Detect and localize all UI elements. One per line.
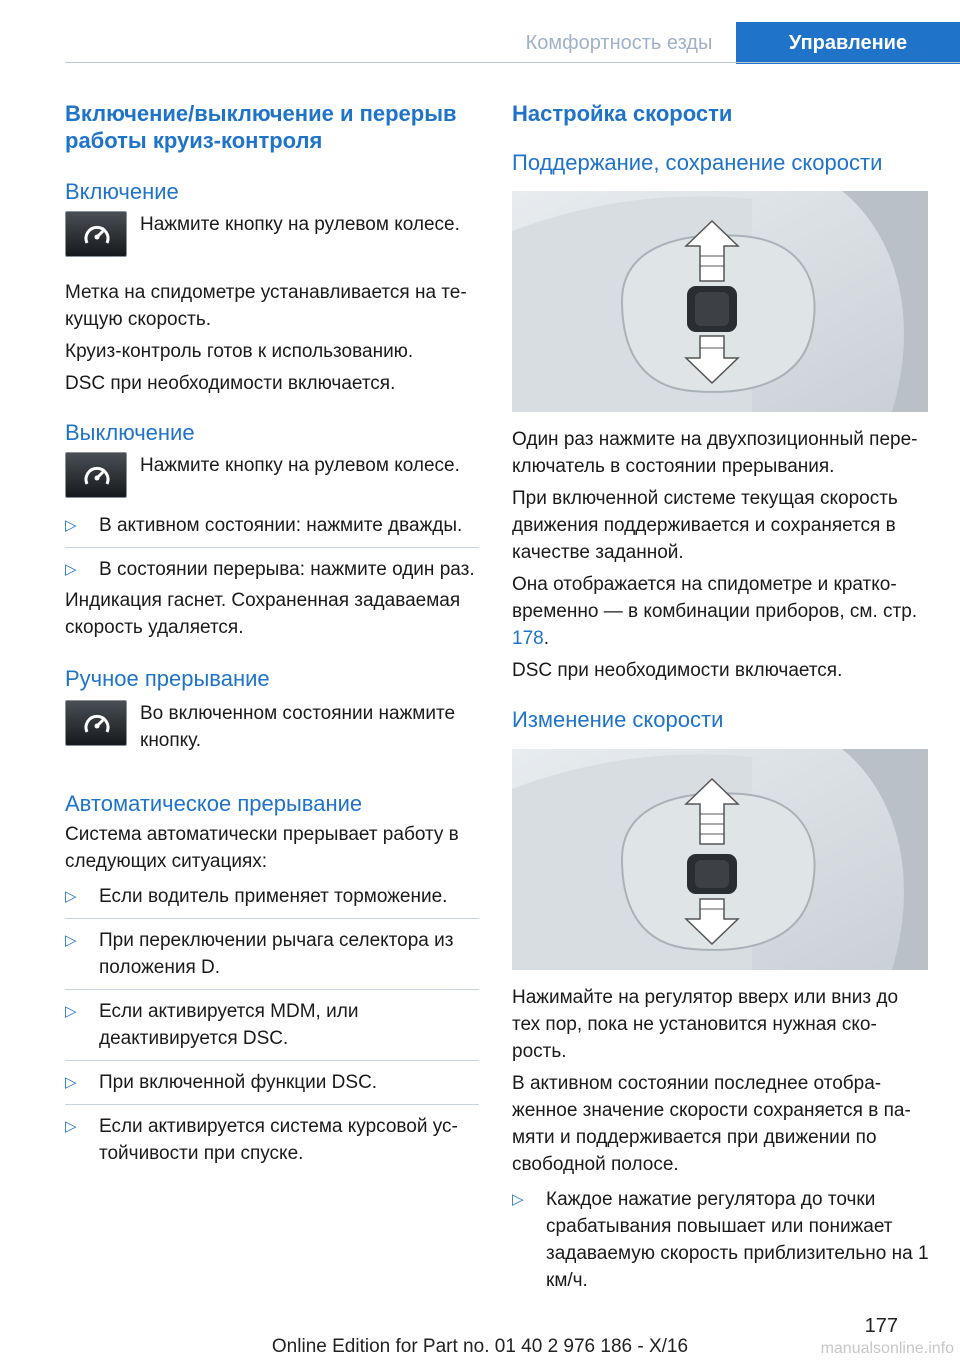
heading-manual: Ручное прерывание <box>65 666 270 691</box>
steering-wheel-photo-up-down <box>512 191 928 412</box>
list-item: ▷ Если активируется MDM, или деактивируется DSC. <box>65 998 479 1052</box>
button-text-off: Нажмите кнопку на рулевом колесе. <box>140 455 460 476</box>
cruise-button-icon <box>65 211 127 257</box>
header-rule <box>65 62 960 63</box>
triangle-bullet-icon: ▷ <box>65 1003 77 1020</box>
list-item: ▷ Если активируется система курсовой ус-тойчивости при спуске. <box>65 1113 479 1167</box>
list-item: ▷ В состоянии перерыва: нажмите один раз. <box>65 556 479 583</box>
button-text-manual: Во включенном состоянии нажмите кнопку. <box>140 703 456 751</box>
button-row-off <box>65 452 479 498</box>
heading-off: Выключение <box>65 420 195 445</box>
divider <box>65 547 479 548</box>
paragraph: В активном состоянии последнее отобра-женное значение скорости сохраняется в па-мяти и поддерживается при движении по свободной полосе. <box>512 1073 911 1175</box>
heading-change: Изменение скорости <box>512 707 724 732</box>
paragraph: Индикация гаснет. Сохраненная задаваемая скорость удаляется. <box>65 590 461 638</box>
triangle-bullet-icon: ▷ <box>65 517 77 534</box>
divider <box>65 1104 479 1105</box>
cruise-button-icon <box>65 452 127 498</box>
page-number: 177 <box>864 1315 898 1337</box>
paragraph: Один раз нажмите на двухпозиционный пере-ключатель в состоянии прерывания. <box>512 429 918 477</box>
left-column <box>65 100 479 1167</box>
list <box>65 512 479 583</box>
button-row-manual <box>65 700 479 754</box>
cruise-button-icon <box>65 700 127 746</box>
list-item: ▷ Если водитель применяет торможение. <box>65 883 479 910</box>
triangle-bullet-icon: ▷ <box>65 561 77 578</box>
triangle-bullet-icon: ▷ <box>65 888 77 905</box>
list <box>65 883 479 1167</box>
paragraph: Она отображается на спидометре и кратко-временно — в комбинации приборов, см. стр. 178. <box>512 574 918 649</box>
section-tab: Комфортность езды <box>525 32 713 54</box>
section-title-cruise: Включение/выключение и перерыв работы круиз-контроля <box>65 101 457 153</box>
paragraph: DSC при необходимости включается. <box>512 660 843 681</box>
heading-auto: Автоматическое прерывание <box>65 791 363 816</box>
triangle-bullet-icon: ▷ <box>65 1118 77 1135</box>
watermark: manualsonline.info <box>820 1340 954 1357</box>
list-item: ▷ При включенной функции DSC. <box>65 1069 479 1096</box>
paragraph: DSC при необходимости включается. <box>65 373 396 394</box>
divider <box>65 989 479 990</box>
paragraph: Метка на спидометре устанавливается на те-кущую скорость. <box>65 282 467 330</box>
right-column <box>512 100 930 1294</box>
paragraph: Нажимайте на регулятор вверх или вниз до тех пор, пока не установится нужная ско-рость. <box>512 987 899 1062</box>
paragraph: Круиз-контроль готов к использованию. <box>65 341 414 362</box>
paragraph: Система автоматически прерывает работу в следующих ситуациях: <box>65 824 459 872</box>
chapter-tab: Управление <box>736 22 960 64</box>
list <box>512 1186 930 1294</box>
heading-keep: Поддержание, сохранение скорости <box>512 150 883 175</box>
footer-edition: Online Edition for Part no. 01 40 2 976 186 - X/16 <box>271 1336 689 1357</box>
triangle-bullet-icon: ▷ <box>65 1074 77 1091</box>
divider <box>65 918 479 919</box>
button-text-on: Нажмите кнопку на рулевом колесе. <box>140 214 460 235</box>
section-title-speed: Настройка скорости <box>512 101 733 126</box>
list-item: ▷ Каждое нажатие регулятора до точки срабатывания повышает или понижает задаваемую скорость приблизительно на 1 км/ч. <box>512 1186 930 1294</box>
page-link-178[interactable]: 178 <box>512 628 544 649</box>
triangle-bullet-icon: ▷ <box>65 932 77 949</box>
list-item: ▷ При переключении рычага селектора из положения D. <box>65 927 479 981</box>
paragraph: При включенной системе текущая скорость движения поддерживается и сохраняется в качестве заданной. <box>512 488 898 563</box>
button-row-on <box>65 211 479 257</box>
steering-wheel-photo-adjust <box>512 749 928 970</box>
triangle-bullet-icon: ▷ <box>512 1191 524 1208</box>
divider <box>65 1060 479 1061</box>
heading-on: Включение <box>65 179 179 204</box>
list-item: ▷ В активном состоянии: нажмите дважды. <box>65 512 479 539</box>
